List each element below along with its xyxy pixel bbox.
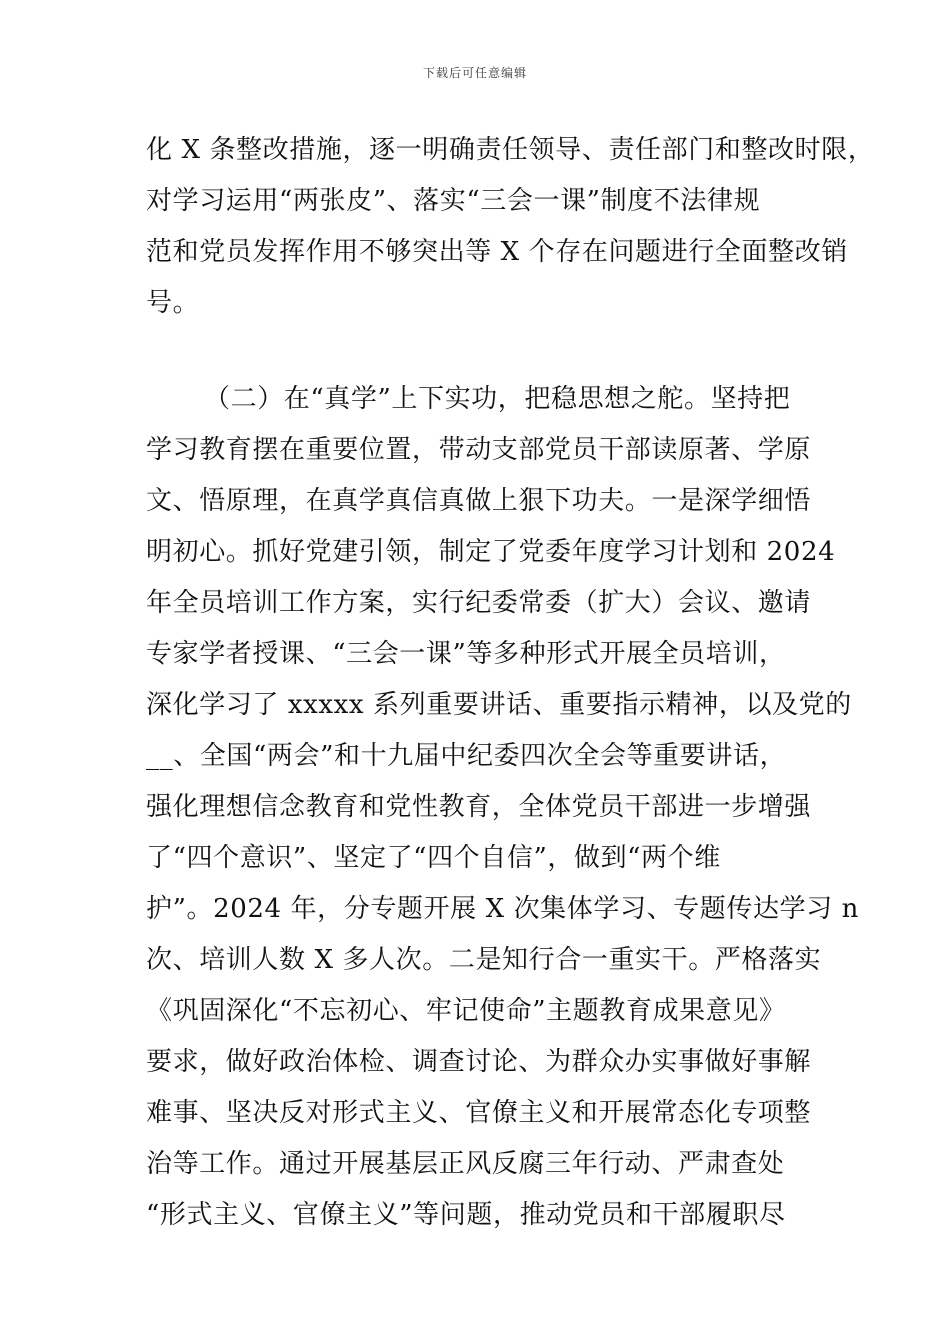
text-line: 学习教育摆在重要位置，带动支部党员干部读原著、学原 xyxy=(146,435,812,465)
text-line: 难事、坚决反对形式主义、官僚主义和开展常态化专项整 xyxy=(146,1098,812,1128)
text-line: 治等工作。通过开展基层正风反腐三年行动、严肃查处 xyxy=(146,1149,785,1179)
text-line: 对学习运用“两张皮”、落实“三会一课”制度不法律规 xyxy=(146,186,761,216)
text-line: 年全员培训工作方案，实行纪委常委（扩大）会议、邀请 xyxy=(146,588,812,618)
text-line: 号。 xyxy=(146,288,200,318)
text-line: 强化理想信念教育和党性教育，全体党员干部进一步增强 xyxy=(146,792,812,822)
text-line: __、全国“两会”和十九届中纪委四次全会等重要讲话， xyxy=(146,741,787,771)
text-line: 《巩固深化“不忘初心、牢记使命”主题教育成果意见》 xyxy=(146,996,786,1026)
text-line: 文、悟原理，在真学真信真做上狠下功夫。一是深学细悟 xyxy=(146,486,812,516)
text-line: 专家学者授课、“三会一课”等多种形式开展全员培训， xyxy=(146,639,786,669)
paragraph-1 xyxy=(146,125,875,329)
text-line: 了“四个意识”、坚定了“四个自信”，做到“两个维 xyxy=(146,843,721,873)
text-line: 范和党员发挥作用不够突出等 X 个存在问题进行全面整改销 xyxy=(146,237,848,267)
text-line: 次、培训人数 X 多人次。二是知行合一重实干。严格落实 xyxy=(146,945,822,975)
text-line: 化 X 条整改措施，逐一明确责任领导、责任部门和整改时限， xyxy=(146,135,875,165)
text-line: 护”。2024 年，分专题开展 X 次集体学习、专题传达学习 n xyxy=(146,894,859,924)
text-line: 要求，做好政治体检、调查讨论、为群众办实事做好事解 xyxy=(146,1047,812,1077)
page-header: 下载后可任意编辑 xyxy=(422,66,527,80)
text-line: 明初心。抓好党建引领，制定了党委年度学习计划和 2024 xyxy=(146,537,836,567)
text-line: 深化学习了 xxxxx 系列重要讲话、重要指示精神，以及党的 xyxy=(146,690,852,720)
paragraph-2 xyxy=(146,374,859,1241)
text-line: （二）在“真学”上下实功，把稳思想之舵。坚持把 xyxy=(204,384,791,414)
text-line: “形式主义、官僚主义”等问题，推动党员和干部履职尽 xyxy=(146,1200,786,1230)
